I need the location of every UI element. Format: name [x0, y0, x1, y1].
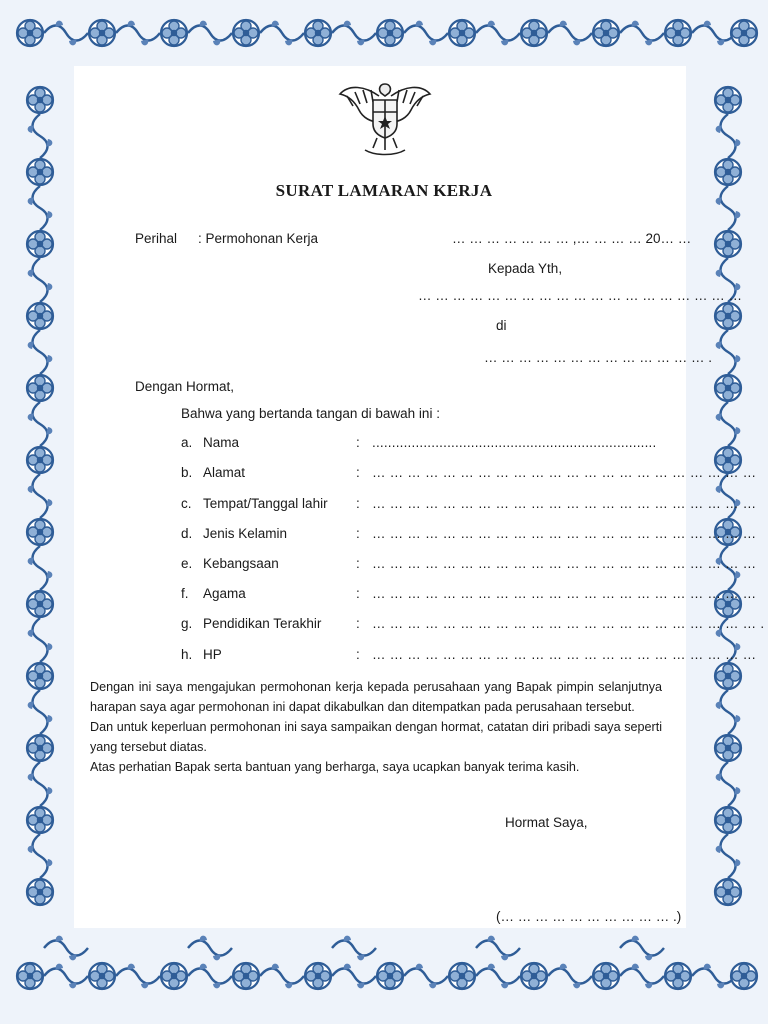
recipient-line: … … … … … … … … … … … … … … … … … … …	[418, 288, 743, 303]
field-blank: … … … … … … … … … … … … … … … … … … … … … …	[372, 556, 757, 571]
field-label: Kebangsaan	[203, 556, 279, 571]
body-paragraph-2: Dan untuk keperluan permohonan ini saya sampaikan dengan hormat, catatan diri pribadi saya seperti yang tersebut diatas.	[90, 720, 662, 754]
field-colon: :	[356, 647, 360, 662]
field-label: Alamat	[203, 465, 246, 480]
signature-line: (… … … … … … … … … … .)	[496, 909, 682, 924]
perihal-label: Perihal	[135, 231, 178, 246]
field-letter: e.	[181, 556, 193, 571]
letter-title: SURAT LAMARAN KERJA	[275, 181, 493, 200]
perihal-value: : Permohonan Kerja	[198, 231, 319, 246]
field-row	[0, 435, 768, 455]
field-colon: :	[356, 616, 360, 631]
field-row	[0, 556, 768, 576]
field-label: HP	[203, 647, 222, 662]
field-colon: :	[356, 496, 360, 511]
field-label: Tempat/Tanggal lahir	[203, 496, 328, 511]
location-line: … … … … … … … … … … … … … .	[484, 350, 713, 365]
date-line: … … … … … … … ,… … … … 20… …	[452, 231, 692, 246]
field-blank: … … … … … … … … … … … … … … … … … … … … … …	[372, 526, 757, 541]
di-label: di	[496, 318, 507, 333]
kepada-yth: Kepada Yth,	[488, 261, 563, 276]
field-label: Agama	[203, 586, 246, 601]
field-row	[0, 647, 768, 667]
salutation: Dengan Hormat,	[135, 379, 235, 394]
field-colon: :	[356, 526, 360, 541]
field-row	[0, 496, 768, 516]
field-blank: … … … … … … … … … … … … … … … … … … … … … …	[372, 496, 757, 511]
field-letter: g.	[181, 616, 193, 631]
field-blank: ........................................................................	[372, 435, 657, 450]
field-letter: b.	[181, 465, 193, 480]
field-row	[0, 526, 768, 546]
field-letter: a.	[181, 435, 193, 450]
field-letter: h.	[181, 647, 193, 662]
closing: Hormat Saya,	[505, 815, 588, 830]
field-colon: :	[356, 465, 360, 480]
field-blank: … … … … … … … … … … … … … … … … … … … … … …	[372, 586, 757, 601]
field-label: Jenis Kelamin	[203, 526, 288, 541]
field-blank: … … … … … … … … … … … … … … … … … … … … … …	[372, 647, 757, 662]
field-colon: :	[356, 586, 360, 601]
field-row	[0, 465, 768, 485]
field-label: Pendidikan Terakhir	[203, 616, 322, 631]
field-letter: c.	[181, 496, 192, 511]
field-row	[0, 616, 768, 636]
field-blank: … … … … … … … … … … … … … … … … … … … … … … .	[372, 616, 765, 631]
field-colon: :	[356, 556, 360, 571]
body-paragraph-1: Dengan ini saya mengajukan permohonan kerja kepada perusahaan yang Bapak pimpin selanjutnya harapan saya agar permohonan ini dapat dikabulkan dan ditempatkan pada perusahaan tersebut.	[90, 680, 662, 714]
intro-line: Bahwa yang bertanda tangan di bawah ini :	[181, 406, 440, 421]
field-colon: :	[356, 435, 360, 450]
garuda-emblem-icon	[335, 76, 435, 160]
letter-body	[90, 677, 662, 777]
field-letter: f.	[181, 586, 189, 601]
field-letter: d.	[181, 526, 193, 541]
field-blank: … … … … … … … … … … … … … … … … … … … … … …	[372, 465, 757, 480]
field-row	[0, 586, 768, 606]
body-paragraph-3: Atas perhatian Bapak serta bantuan yang berharga, saya ucapkan banyak terima kasih.	[90, 760, 580, 774]
field-label: Nama	[203, 435, 240, 450]
